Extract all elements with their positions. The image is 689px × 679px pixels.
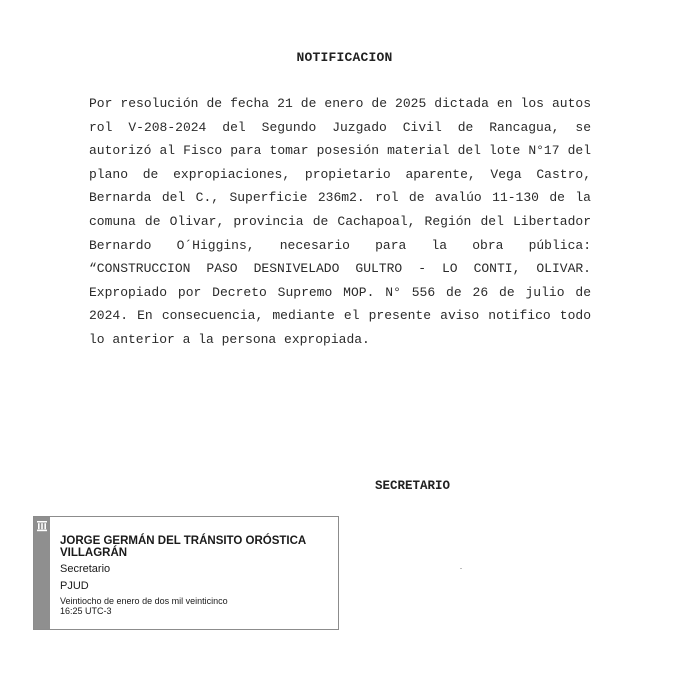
signature-side-bar: [34, 517, 50, 629]
signer-organization: PJUD: [60, 580, 89, 592]
scan-speck: [460, 568, 462, 569]
signature-details: [60, 535, 330, 616]
document-title: NOTIFICACION: [296, 50, 393, 65]
signature-time: 16:25 UTC-3: [60, 606, 112, 616]
signer-title: SECRETARIO: [375, 479, 451, 493]
signer-role: Secretario: [60, 563, 111, 575]
courthouse-icon: [36, 520, 48, 532]
electronic-signature-box: [33, 516, 339, 630]
notification-body: Por resolución de fecha 21 de enero de 2025 dictada en los autos rol V-208-2024 del Segundo Juzgado Civil de Rancagua, se autorizó al Fisco para tomar posesión material del lote N°17 del plano de expropiaciones, propietario aparente, Vega Castro, Bernarda del C., Superficie 236m2. rol de avalúo 11-130 de la comuna de Olivar, provincia de Cachapoal, Región del Libertador Bernardo O´Higgins, necesario para la obra pública: “CONSTRUCCION PASO DESNIVELADO GULTRO - LO CONTI, OLIVAR. Expropiado por Decreto Supremo MOP. N° 556 de 26 de julio de 2024. En consecuencia, mediante el presente aviso notifico todo lo anterior a la persona expropiada.: [89, 96, 591, 347]
signer-name: JORGE GERMÁN DEL TRÁNSITO ORÓSTICA VILLAGRÁN: [60, 535, 306, 559]
signature-date: Veintiocho de enero de dos mil veinticinco: [60, 596, 228, 606]
